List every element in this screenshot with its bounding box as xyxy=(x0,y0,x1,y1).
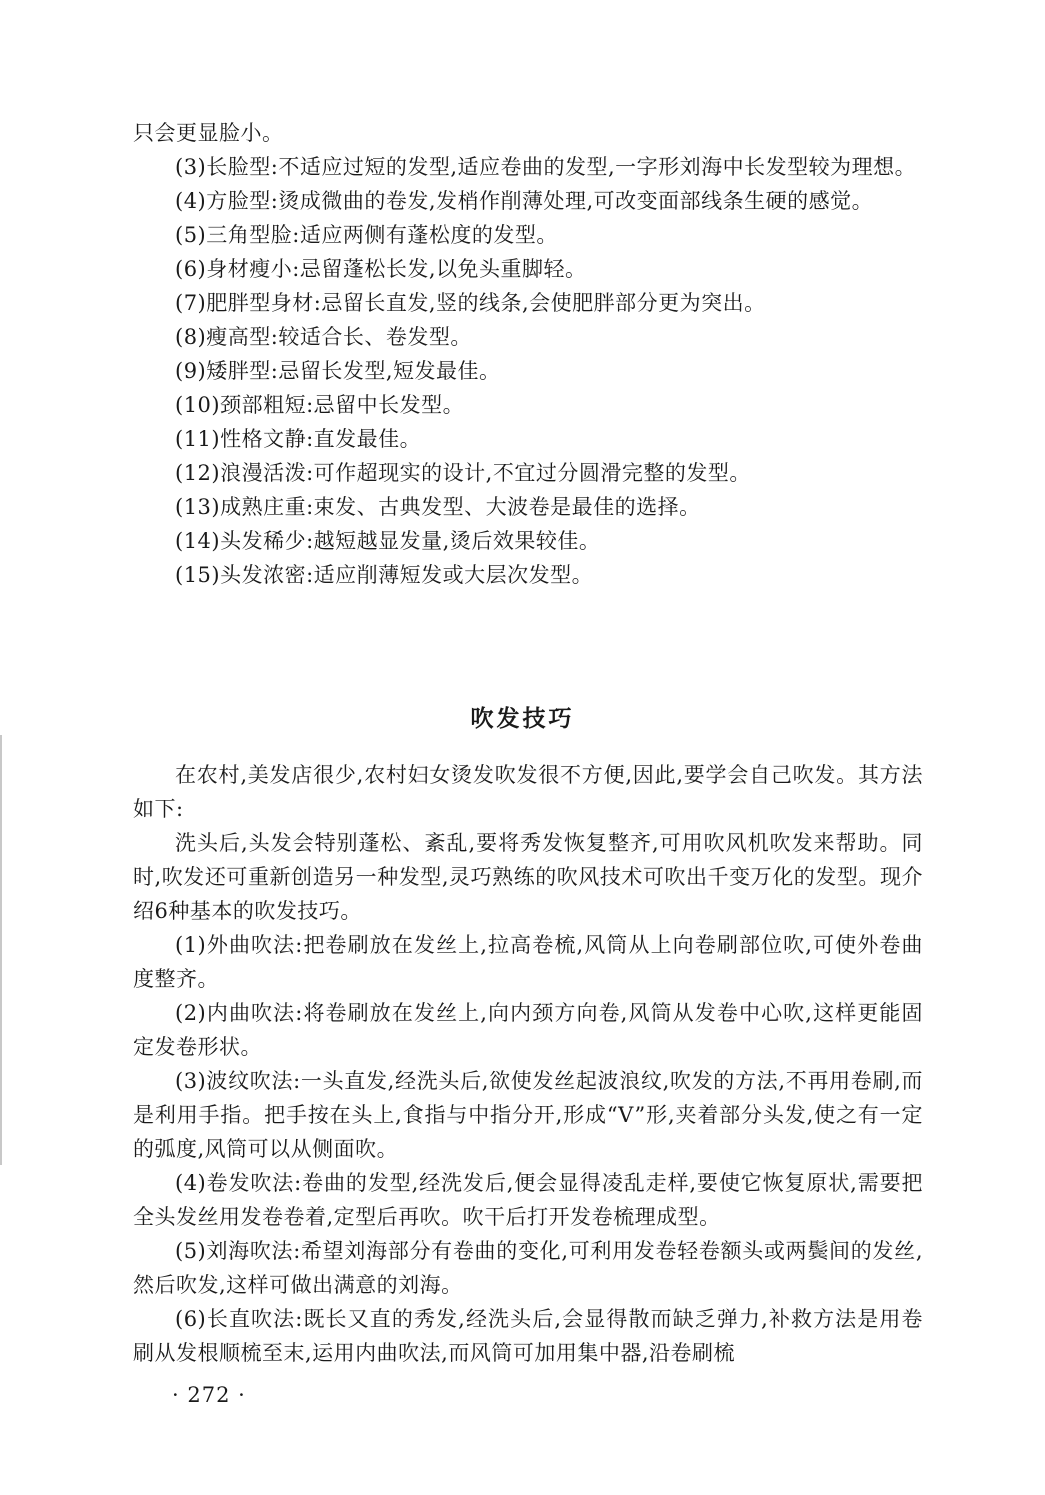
body-paragraph: 洗头后,头发会特别蓬松、紊乱,要将秀发恢复整齐,可用吹风机吹发来帮助。同时,吹发还可重新创造另一种发型,灵巧熟练的吹风技术可吹出千变万化的发型。现介绍6种基本的吹发技巧。 xyxy=(133,831,923,923)
list-item: (7)肥胖型身材:忌留长直发,竖的线条,会使肥胖部分更为突出。 xyxy=(175,291,766,315)
body-paragraph: 在农村,美发店很少,农村妇女烫发吹发很不方便,因此,要学会自己吹发。其方法如下: xyxy=(133,763,923,821)
list-item: (9)矮胖型:忌留长发型,短发最佳。 xyxy=(175,359,501,383)
body-paragraph: (5)刘海吹法:希望刘海部分有卷曲的变化,可利用发卷轻卷额头或两鬓间的发丝,然后吹发,这样可做出满意的刘海。 xyxy=(133,1239,923,1297)
list-item: (3)长脸型:不适应过短的发型,适应卷曲的发型,一字形刘海中长发型较为理想。 xyxy=(175,155,917,179)
body-paragraph: (6)长直吹法:既长又直的秀发,经洗头后,会显得散而缺乏弹力,补救方法是用卷刷从发根顺梳至末,运用内曲吹法,而风筒可加用集中器,沿卷刷梳 xyxy=(133,1307,923,1365)
page-number: · 272 · xyxy=(172,1383,246,1407)
list-item: (14)头发稀少:越短越显发量,烫后效果较佳。 xyxy=(175,529,601,553)
section-title: 吹发技巧 xyxy=(470,706,575,732)
list-item: (11)性格文静:直发最佳。 xyxy=(175,427,422,451)
top-text-block xyxy=(133,116,923,592)
list-item: (15)头发浓密:适应削薄短发或大层次发型。 xyxy=(175,563,594,587)
list-item: (13)成熟庄重:束发、古典发型、大波卷是最佳的选择。 xyxy=(175,495,701,519)
body-paragraph: (2)内曲吹法:将卷刷放在发丝上,向内颈方向卷,风筒从发卷中心吹,这样更能固定发卷形状。 xyxy=(133,1001,923,1059)
list-item: (8)瘦高型:较适合长、卷发型。 xyxy=(175,325,472,349)
body-paragraph: (4)卷发吹法:卷曲的发型,经洗发后,便会显得凌乱走样,要使它恢复原状,需要把全头发丝用发卷卷着,定型后再吹。吹干后打开发卷梳理成型。 xyxy=(133,1171,923,1229)
list-item: (4)方脸型:烫成微曲的卷发,发梢作削薄处理,可改变面部线条生硬的感觉。 xyxy=(175,189,874,213)
list-item: (6)身材瘦小:忌留蓬松长发,以免头重脚轻。 xyxy=(175,257,587,281)
section-body xyxy=(133,758,923,1370)
body-paragraph: (3)波纹吹法:一头直发,经洗头后,欲使发丝起波浪纹,吹发的方法,不再用卷刷,而是利用手指。把手按在头上,食指与中指分开,形成“V”形,夹着部分头发,使之有一定的弧度,风筒可以从侧面吹。 xyxy=(133,1069,923,1161)
list-item: (5)三角型脸:适应两侧有蓬松度的发型。 xyxy=(175,223,558,247)
list-item: (10)颈部粗短:忌留中长发型。 xyxy=(175,393,465,417)
list-item: (12)浪漫活泼:可作超现实的设计,不宜过分圆滑完整的发型。 xyxy=(175,461,751,485)
scan-edge-line xyxy=(0,735,2,1165)
body-paragraph: (1)外曲吹法:把卷刷放在发丝上,拉高卷梳,风筒从上向卷刷部位吹,可使外卷曲度整齐。 xyxy=(133,933,923,991)
continuation-line: 只会更显脸小。 xyxy=(133,121,284,145)
